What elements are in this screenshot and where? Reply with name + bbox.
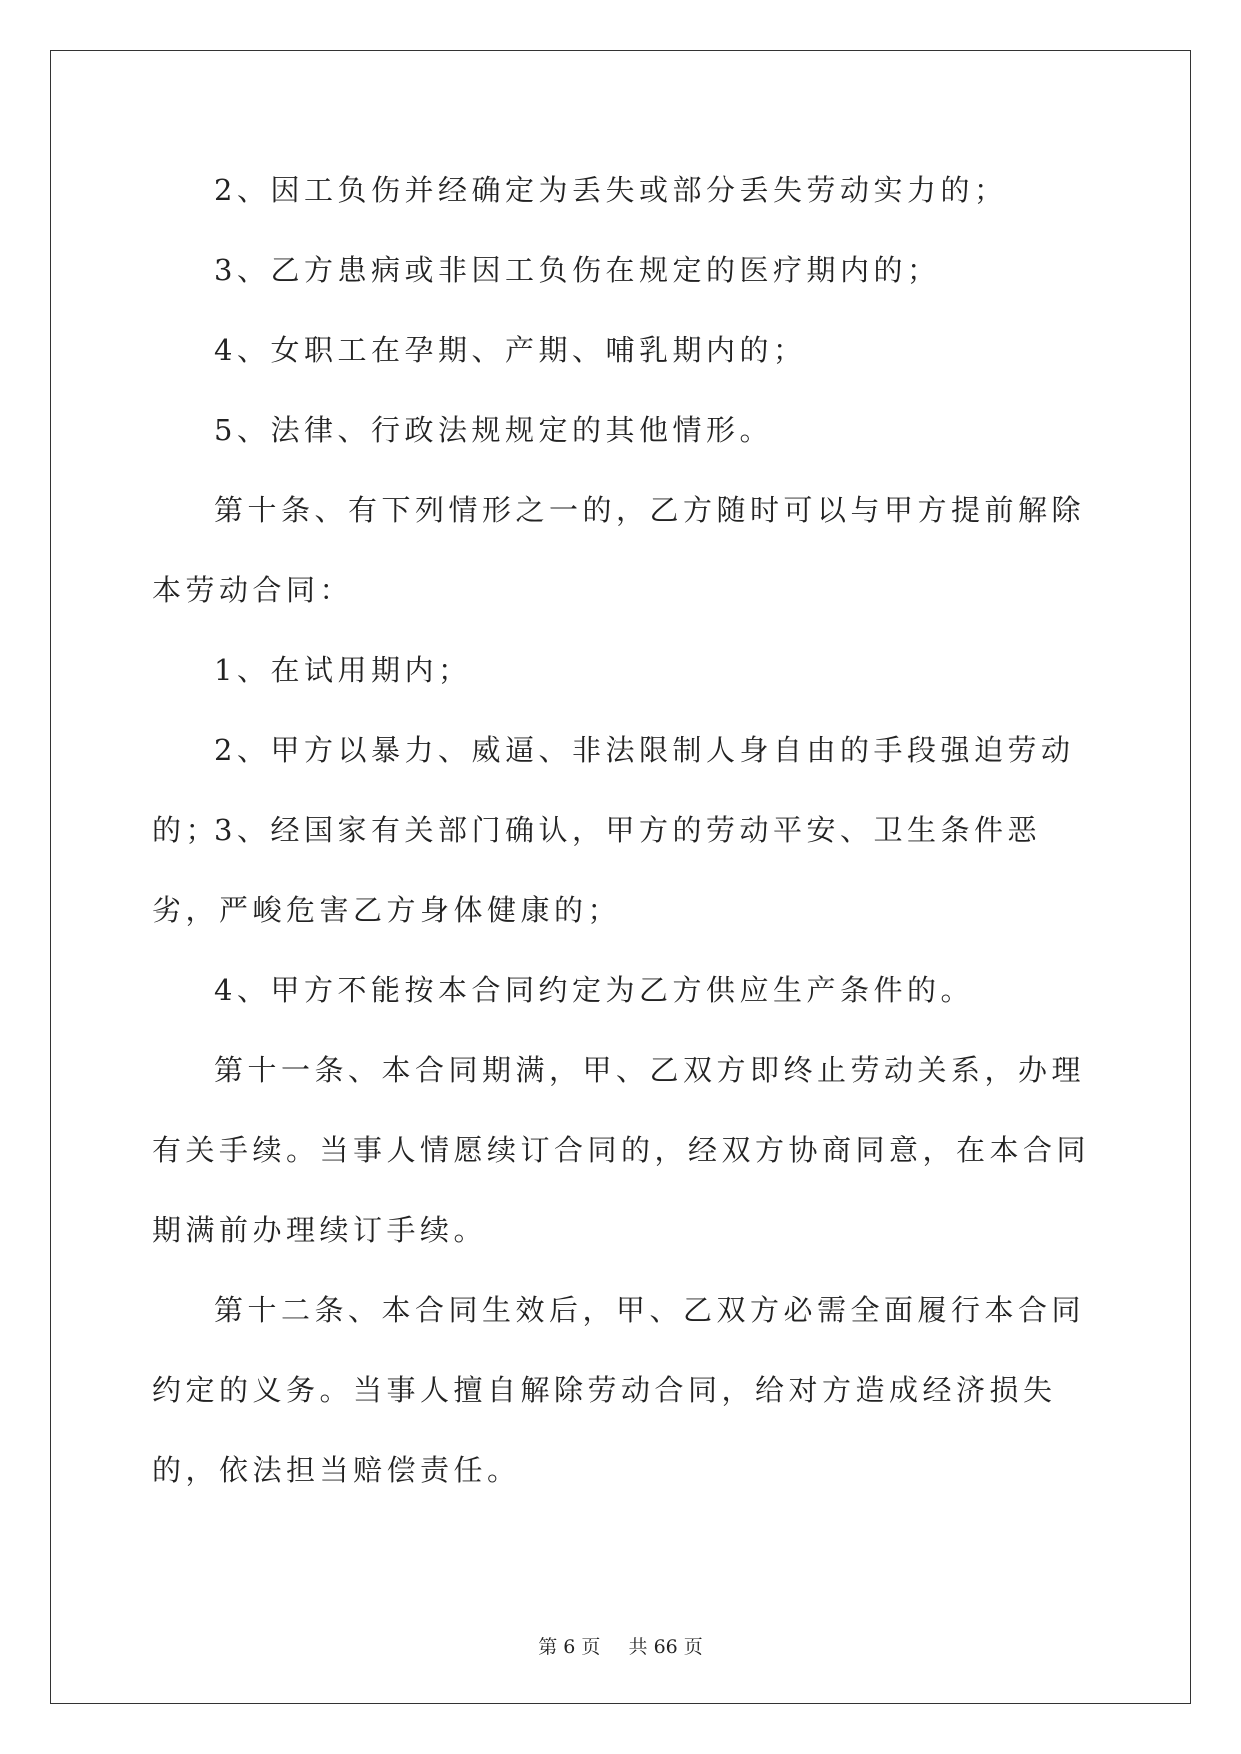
paragraph-article-12: 第十二条、本合同生效后，甲、乙双方必需全面履行本合同约定的义务。当事人擅自解除劳动合同，给对方造成经济损失的，依法担当赔偿责任。 [152, 1293, 1086, 1487]
paragraph-article-10-item-1: 1、在试用期内； [214, 653, 472, 687]
paragraph-article-10: 第十条、有下列情形之一的，乙方随时可以与甲方提前解除本劳动合同： [152, 493, 1086, 607]
paragraph-clause-2: 2、因工负伤并经确定为丢失或部分丢失劳动实力的； [214, 173, 1008, 207]
paragraph-article-11: 第十一条、本合同期满，甲、乙双方即终止劳动关系，办理有关手续。当事人情愿续订合同的，经双方协商同意，在本合同期满前办理续订手续。 [152, 1053, 1091, 1247]
page-footer [0, 1632, 1241, 1659]
total-pages: 共 66 页 [628, 1636, 703, 1658]
paragraph-clause-4: 4、女职工在孕期、产期、哺乳期内的； [214, 333, 807, 367]
page-number: 第 6 页 [538, 1636, 601, 1658]
paragraph-clause-3: 3、乙方患病或非因工负伤在规定的医疗期内的； [214, 253, 941, 287]
paragraph-article-10-item-4: 4、甲方不能按本合同约定为乙方供应生产条件的。 [214, 973, 974, 1007]
paragraph-clause-5: 5、法律、行政法规规定的其他情形。 [214, 413, 773, 447]
paragraph-article-10-item-2: 2、甲方以暴力、威逼、非法限制人身自由的手段强迫劳动的； [152, 733, 1075, 847]
paragraph-article-10-item-3: 3、经国家有关部门确认，甲方的劳动平安、卫生条件恶劣，严峻危害乙方身体健康的； [152, 813, 1041, 927]
